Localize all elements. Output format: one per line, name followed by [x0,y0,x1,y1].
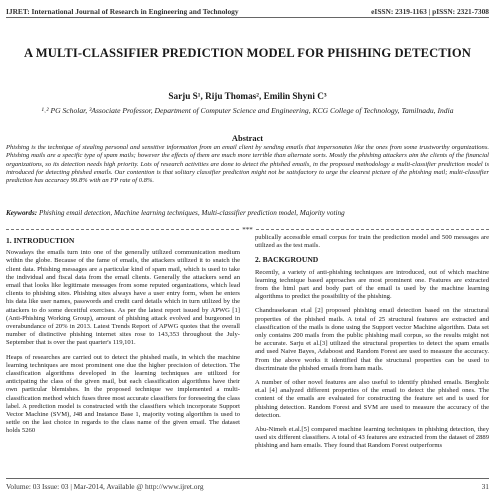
journal-name: IJRET: International Journal of Research in Engineering and Technology [6,6,239,16]
separator-line-right [256,229,489,230]
affiliation: ¹˒² PG Scholar, ³Associate Professor, Department of Computer Science and Engineering, KCG College of Technology, Tamilnadu, India [41,106,454,115]
abstract-heading: Abstract [231,134,264,143]
right-column [255,234,489,457]
introduction-heading: 1. INTRODUCTION [6,236,75,245]
header-rule [6,17,489,18]
background-heading: 2. BACKGROUND [255,255,319,265]
background-paragraph-3: A number of other novel features are also useful to identify phished emails. Bergholz et.al [4] analyzed different properties of the email to detect the phished ones. The content of the emails are evaluated for constructing the feature set and is used for phishing detection. Random Forest and SVM are used to measure the accuracy of the detection. [255,379,489,419]
abstract-text: Phishing is the technique of stealing personal and sensitive information from an email client by sending emails that impersonates like the ones from some trustworthy organizations. Phishing mails are a specific type of spam mails; however the effects of them are much more terrible than alternate sorts. Mostly the phishing attackers aim the clients of the financial organizations, so its detection needs high priority. Lots of research activities are done to detect the phished emails, in the proposed methodology a multi-classifier prediction model is introduced for detecting phished emails. Our contention is that solitary classifier prediction might not be satisfactory to urge the clearest picture of the phishing mail; multi-classifier prediction has accuracy 99.8% with an FP rate of 0.8%. [6,144,489,185]
paper-title: A MULTI-CLASSIFIER PREDICTION MODEL FOR PHISHING DETECTION [24,46,471,60]
intro-paragraph-1: Nowadays the emails turn into one of the generally utilized communication medium within the globe. Because of the fame of emails, the attackers utilized it to snatch the client data. Phishing messages are a particular kind of spam mail, which is used to take the individual and fiscal data from the email clients. Generally the attackers send an email that looks like legitimate messages from some reputed organizations, which lead clients to phishing sites. Phishing sites always have a user entry form, when he enters his data like user names, passwords and credit card details which in turn utilized by the attackers to do some deceitful exercises. As per the latest report issued by APWG [1] (Anti-Phishing Working Group), amount of phishing attack evolved and burgeoned in overabundance of 20% in 2013. Latest Trends Report of APWG quotes that the overall number of distinctive phishing internet sites rose to 143,353 throughout the July-September that is over the past quarter's 119,101. [6,249,240,347]
running-header [6,5,489,17]
keywords-text: Phishing email detection, Machine learning techniques, Multi-classifier prediction model, Majority voting [38,209,345,217]
section-separator [6,226,489,233]
background-paragraph-1: Recently, a variety of anti-phishing techniques are introduced, out of which machine learning technique based approaches are most prominent one. Features are extracted from the html part and body part of the email is used by the machine learning algorithms to predict the possibility of the phishing. [255,268,489,301]
left-column [6,234,240,442]
intro-paragraph-2: Heaps of researches are carried out to detect the phished mails, in which the machine learning techniques are most prominent one due the higher precision of detection. The classification algorithms developed in the learning techniques are utilized for anticipating the class of the given mail, but each classification algorithms have their own particular blemishes. In the proposed technique we implemented a multi-classification method which fuses three most accurate classifiers for foreseeing the class label. A prediction model is constructed with the classifiers which incorporate Support Vector Machine (SVM), J48 and Instance Base 1, majority voting algorithm is used to settle on the last choice in regards to the class name of the given email. The dataset holds 5260 [6,353,240,435]
issn: eISSN: 2319-1163 | pISSN: 2321-7308 [371,6,489,16]
separator-stars: *** [242,225,253,234]
background-paragraph-2: Chandrasekaran et.al [2] proposed phishing email detection based on the structural properties of the phished mails. A total of 25 structural features are extracted and classification of the mails is done using the Support vector Machine algorithm. Data set only contains 200 mails from the public phishing mail corpus, so the results might not be accurate. Sarju et al.[3] utilized the structural properties to detect the spam emails and used Naive Bayes, Adaboost and Random Forest are used to measure the accuracy. From the above works it identified that the structural properties can be used to discriminate the phished emails from ham mails. [255,307,489,372]
page-number: 31 [481,481,489,491]
separator-line-left [6,229,239,230]
footer-volume: Volume: 03 Issue: 03 | Mar-2014, Available @ http://www.ijret.org [6,481,204,491]
intro-paragraph-continued: publically accessible email corpus for train the prediction model and 500 messages are utilized as the test mails. [255,234,489,250]
running-footer [6,481,489,491]
footer-rule [6,478,489,479]
background-paragraph-4: Abu-Nimeh et.al.[5] compared machine learning techniques in phishing detection, they used six different classifiers. A total of 43 features are extracted from the dataset of 2889 phishing and ham emails. They found that Random Forest outperforms [255,426,489,450]
keywords-label: Keywords: [6,209,38,217]
keywords [6,209,489,218]
authors: Sarju S¹, Riju Thomas², Emilin Shyni C³ [168,91,327,101]
